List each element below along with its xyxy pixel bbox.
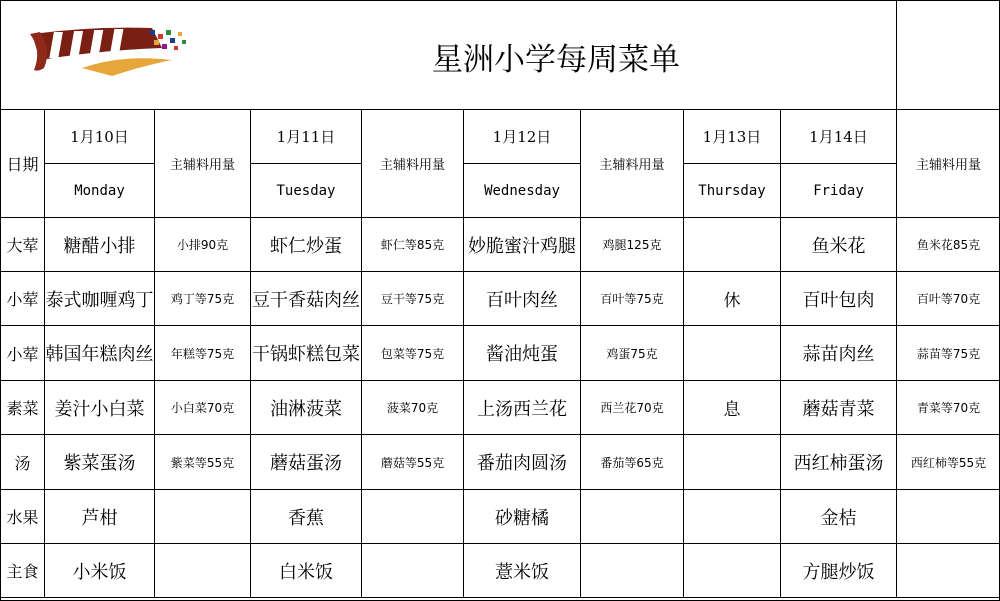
qty-cell	[897, 490, 1000, 544]
qty-header: 主辅料用量	[155, 110, 251, 218]
row-label: 汤	[1, 435, 45, 490]
dish-cell: 薏米饭	[464, 544, 581, 598]
dish-cell: 蘑菇蛋汤	[251, 435, 362, 490]
dish-cell: 紫菜蛋汤	[45, 435, 155, 490]
qty-cell: 菠菜70克	[362, 381, 464, 435]
qty-cell	[362, 544, 464, 598]
row-label: 水果	[1, 490, 45, 544]
thursday-cell	[684, 544, 781, 598]
qty-cell: 鸡丁等75克	[155, 272, 251, 326]
dish-cell: 韩国年糕肉丝	[45, 326, 155, 381]
dish-cell: 干锅虾糕包菜	[251, 326, 362, 381]
dish-cell: 小米饭	[45, 544, 155, 598]
qty-cell	[581, 490, 684, 544]
table-row	[1, 381, 1000, 435]
table-row	[1, 435, 1000, 490]
dish-cell: 上汤西兰花	[464, 381, 581, 435]
page-title: 星洲小学每周菜单	[432, 42, 680, 78]
qty-cell: 虾仁等85克	[362, 218, 464, 272]
qty-header: 主辅料用量	[362, 110, 464, 218]
row-label: 主食	[1, 544, 45, 598]
dish-cell: 方腿炒饭	[781, 544, 897, 598]
dish-cell: 百叶包肉	[781, 272, 897, 326]
qty-cell: 小白菜70克	[155, 381, 251, 435]
day-thursday: Thursday	[684, 164, 781, 218]
day-wednesday: Wednesday	[464, 164, 581, 218]
row-label: 大荤	[1, 218, 45, 272]
qty-cell: 豆干等75克	[362, 272, 464, 326]
dish-cell: 金桔	[781, 490, 897, 544]
qty-cell: 年糕等75克	[155, 326, 251, 381]
qty-cell: 蒜苗等75克	[897, 326, 1000, 381]
dish-cell: 香蕉	[251, 490, 362, 544]
dish-cell: 蒜苗肉丝	[781, 326, 897, 381]
qty-cell	[581, 544, 684, 598]
thursday-cell	[684, 218, 781, 272]
dish-cell: 妙脆蜜汁鸡腿	[464, 218, 581, 272]
qty-cell: 蘑菇等55克	[362, 435, 464, 490]
date-monday: 1月10日	[45, 110, 155, 164]
qty-cell	[362, 490, 464, 544]
qty-cell: 青菜等70克	[897, 381, 1000, 435]
thursday-cell	[684, 490, 781, 544]
dish-cell: 糖醋小排	[45, 218, 155, 272]
thursday-cell: 息	[684, 381, 781, 435]
date-friday: 1月14日	[781, 110, 897, 164]
thursday-cell	[684, 326, 781, 381]
dish-cell: 鱼米花	[781, 218, 897, 272]
dish-cell: 姜汁小白菜	[45, 381, 155, 435]
qty-cell: 西兰花70克	[581, 381, 684, 435]
thursday-cell: 休	[684, 272, 781, 326]
day-tuesday: Tuesday	[251, 164, 362, 218]
qty-header: 主辅料用量	[581, 110, 684, 218]
dish-cell: 豆干香菇肉丝	[251, 272, 362, 326]
dish-cell: 番茄肉圆汤	[464, 435, 581, 490]
title-divider	[896, 0, 897, 109]
date-thursday: 1月13日	[684, 110, 781, 164]
table-row	[1, 272, 1000, 326]
dish-cell: 油淋菠菜	[251, 381, 362, 435]
row-label: 素菜	[1, 381, 45, 435]
dish-cell: 酱油炖蛋	[464, 326, 581, 381]
qty-cell	[897, 544, 1000, 598]
header-row-dates	[1, 110, 1000, 164]
qty-cell: 百叶等70克	[897, 272, 1000, 326]
row-label: 小荤	[1, 326, 45, 381]
table-row	[1, 544, 1000, 598]
dish-cell: 百叶肉丝	[464, 272, 581, 326]
qty-cell: 鸡腿125克	[581, 218, 684, 272]
header-row-days	[1, 164, 1000, 218]
date-wednesday: 1月12日	[464, 110, 581, 164]
qty-cell: 鱼米花85克	[897, 218, 1000, 272]
dish-cell: 白米饭	[251, 544, 362, 598]
qty-cell: 包菜等75克	[362, 326, 464, 381]
date-tuesday: 1月11日	[251, 110, 362, 164]
qty-cell: 小排90克	[155, 218, 251, 272]
day-monday: Monday	[45, 164, 155, 218]
table-row	[1, 218, 1000, 272]
qty-cell	[155, 490, 251, 544]
thursday-cell	[684, 435, 781, 490]
date-label: 日期	[1, 110, 45, 218]
table-row	[1, 326, 1000, 381]
day-friday: Friday	[781, 164, 897, 218]
dish-cell: 泰式咖喱鸡丁	[45, 272, 155, 326]
qty-cell: 百叶等75克	[581, 272, 684, 326]
qty-header: 主辅料用量	[897, 110, 1000, 218]
qty-cell: 西红柿等55克	[897, 435, 1000, 490]
dish-cell: 蘑菇青菜	[781, 381, 897, 435]
table-row	[1, 490, 1000, 544]
dish-cell: 虾仁炒蛋	[251, 218, 362, 272]
menu-table	[0, 109, 1000, 598]
qty-cell	[155, 544, 251, 598]
qty-cell: 紫菜等55克	[155, 435, 251, 490]
dish-cell: 芦柑	[45, 490, 155, 544]
dish-cell: 砂糖橘	[464, 490, 581, 544]
dish-cell: 西红柿蛋汤	[781, 435, 897, 490]
qty-cell: 鸡蛋75克	[581, 326, 684, 381]
row-label: 小荤	[1, 272, 45, 326]
qty-cell: 番茄等65克	[581, 435, 684, 490]
